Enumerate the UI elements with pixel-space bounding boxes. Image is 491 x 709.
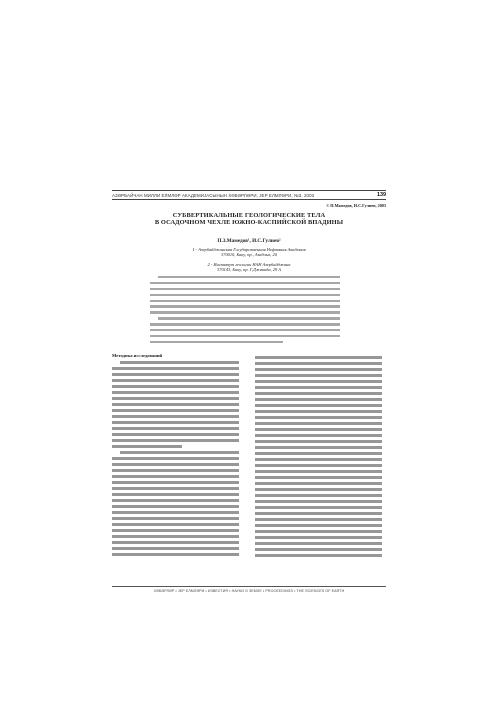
body-text-line [120,361,239,364]
affiliation-1 [112,247,386,258]
body-text-line [255,470,382,473]
body-text-line [112,469,239,472]
body-text-line [112,427,239,430]
body-text-line [112,487,239,490]
section-heading: Методика исследований [112,353,163,358]
abstract-text-line [150,311,340,313]
body-text-line [112,493,239,496]
article-title-line: СУБВЕРТИКАЛЬНЫЕ ГЕОЛОГИЧЕСКИЕ ТЕЛА [172,212,326,219]
body-text-line [112,379,239,382]
body-text-line [255,494,382,497]
body-text-line [255,386,382,389]
body-text-line [255,440,382,443]
running-header [112,191,386,199]
body-text-line [112,547,239,550]
abstract-text-line [158,317,340,319]
body-text-line [112,397,239,400]
body-text-line [255,374,382,377]
body-text-line [255,530,382,533]
body-text-line [255,428,382,431]
body-text-line [255,446,382,449]
body-text-line [255,488,382,491]
body-text-line [255,356,382,359]
abstract-text-line [150,329,340,331]
body-text-line [255,482,382,485]
body-text-line [112,403,239,406]
body-text-line [255,536,382,539]
body-text-line [255,542,382,545]
body-text-line [112,385,239,388]
body-text-line [255,416,382,419]
abstract-block [150,276,340,347]
abstract-text-line [150,300,340,302]
body-text-line [112,409,239,412]
body-text-line [255,410,382,413]
abstract-text-line [150,282,340,284]
body-text-line [112,553,239,556]
abstract-text-line [150,341,283,343]
body-text-line [112,373,239,376]
body-text-line [120,451,239,454]
body-text-line [112,475,239,478]
body-text-line [255,380,382,383]
article-authors: П.З.Мамедов¹, И.С.Гулиев² [217,238,281,244]
body-text-line [112,463,239,466]
footer-rule [112,586,386,587]
body-text-line [112,445,182,448]
article-title [112,212,386,226]
body-column-right [255,356,382,560]
body-text-line [112,421,239,424]
body-text-line [112,481,239,484]
abstract-text-line [150,294,340,296]
body-text-line [255,458,382,461]
body-text-line [112,391,239,394]
abstract-text-line [150,288,340,290]
affiliation-name: 1 - Азербайджанская Государственная Нефтяная Академия [192,247,306,252]
body-text-line [112,529,239,532]
body-text-line [255,554,382,557]
body-text-line [112,541,239,544]
abstract-text-line [150,323,340,325]
body-text-line [255,476,382,479]
affiliation-address: 370143, Баку, пр. Г.Джавида, 29 А [217,267,281,273]
header-bottom-rule [112,199,386,200]
body-text-line [255,392,382,395]
body-text-line [255,464,382,467]
affiliation-name: 2 - Институт геологии НАН Азербайджана [207,262,291,267]
body-text-line [255,518,382,521]
body-text-line [255,548,382,551]
body-text-line [255,500,382,503]
body-text-line [255,404,382,407]
body-text-line [112,457,239,460]
body-text-line [112,523,239,526]
body-text-line [255,398,382,401]
body-text-line [255,368,382,371]
body-text-line [112,505,239,508]
body-text-line [255,452,382,455]
article-title-line: В ОСАДОЧНОМ ЧЕХЛЕ ЮЖНО-КАСПИЙСКОЙ ВПАДИНЫ [154,219,344,227]
body-text-line [112,499,239,502]
body-text-line [255,422,382,425]
copyright-notice: © П.Мамедов, И.С.Гулиев, 2003 [326,203,386,208]
journal-title: АЗƏРБАЙЧАН МИЛЛИ ЕЛМЛƏР АКАДЕМИЈАСЫНЫН ХƏБƏРЛƏРИ, ЈЕР ЕЛМЛƏРИ, №3, 2003 [112,192,315,198]
body-column-left [112,353,239,559]
body-text-line [112,517,239,520]
body-text-line [255,434,382,437]
abstract-text-line [150,305,340,307]
running-footer: ХƏБƏРЛƏР • ЈЕР ЕЛМЛƏРИ • ИЗВЕСТИЯ • НАУКИ О ЗЕМЛЕ • PROCEEDINGS • THE SCIENCES OF EARTH [153,589,345,593]
abstract-text-line [158,276,340,278]
abstract-text-line [150,335,340,337]
affiliation-2 [112,262,386,273]
body-text-line [112,511,239,514]
body-text-line [112,433,239,436]
body-text-line [112,439,239,442]
body-text-line [255,512,382,515]
body-text-line [255,524,382,527]
body-text-line [112,535,239,538]
body-text-line [255,506,382,509]
page-number: 139 [377,192,386,198]
body-text-line [112,367,239,370]
affiliation-address: 370010, Баку, пр., Азадлыг, 20 [221,252,277,258]
body-text-line [255,362,382,365]
body-text-line [112,415,239,418]
